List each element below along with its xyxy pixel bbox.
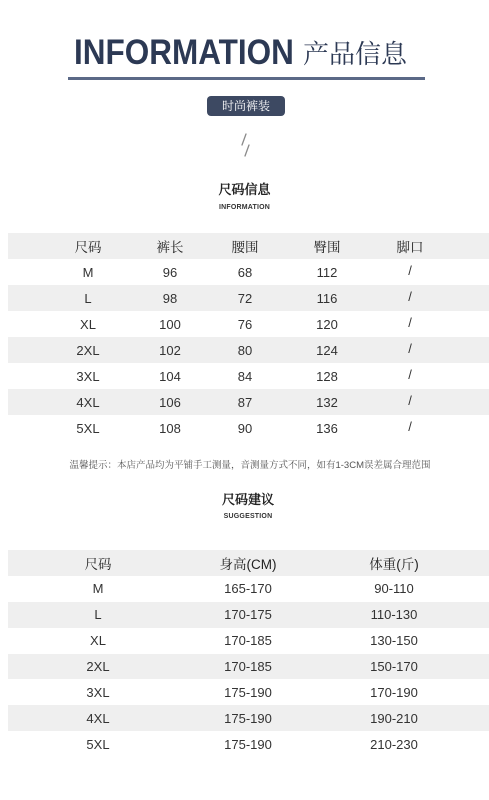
waist-cell: 87 [237,394,253,410]
suggestion-title: 尺码建议 [221,492,274,507]
weight-cell: 90-110 [374,581,414,597]
height-cell: 175-190 [224,684,272,700]
size-cell: 4XL [86,710,110,726]
hem-cell: / [408,418,412,434]
suggestion-row [8,731,489,757]
size-cell: XL [90,633,106,649]
size-info-row [8,415,489,441]
hem-cell: / [408,314,412,330]
size-info-header-cell: 腰围 [231,240,259,255]
size-info-row [8,337,489,363]
size-cell: 5XL [76,420,100,436]
hip-cell: 120 [316,316,338,332]
height-cell: 165-170 [224,581,272,597]
size-info-header-cell: 臀围 [313,240,341,255]
suggestion-row [8,628,489,654]
measurement-note: 温馨提示：本店产品均为平铺手工测量，音测量方式不同，如有1-3CM误差属合理范围 [69,460,431,471]
suggestion-row [8,679,489,705]
waist-cell: 80 [237,342,253,358]
suggestion-row [8,705,489,731]
hip-cell: 112 [316,264,338,280]
hem-cell: / [408,392,412,408]
waist-cell: 76 [237,316,253,332]
waist-cell: 72 [237,290,253,306]
size-cell: L [94,607,102,623]
size-info-row [8,285,489,311]
suggestion-header-cell: 身高(CM) [219,556,277,572]
weight-cell: 110-130 [370,607,418,623]
height-cell: 170-175 [224,607,272,623]
hip-cell: 124 [316,342,338,358]
size-info-row [8,311,489,337]
length-cell: 108 [159,420,181,436]
hip-cell: 128 [316,368,338,384]
size-info-row [8,259,489,285]
size-cell: 3XL [76,368,100,384]
length-cell: 96 [162,264,178,280]
page-title-cn: 产品信息 [303,39,408,69]
size-info-subtitle: INFORMATION [218,204,271,211]
suggestion-header-cell: 尺码 [84,556,112,572]
length-cell: 98 [162,290,178,306]
size-cell: 5XL [86,736,110,752]
suggestion-row [8,654,489,680]
hem-cell: / [408,366,412,382]
size-cell: XL [80,316,96,332]
weight-cell: 190-210 [370,710,418,726]
length-cell: 100 [159,316,181,332]
suggestion-table [8,550,489,757]
suggestion-row [8,576,489,602]
size-info-row [8,389,489,415]
category-badge: 时尚裤装 [207,96,285,116]
height-cell: 175-190 [224,710,272,726]
hem-cell: / [408,262,412,278]
size-cell: M [82,264,94,280]
suggestion-header-row [8,550,489,576]
double-slash-icon [236,131,254,159]
hem-cell: / [408,288,412,304]
length-cell: 104 [159,368,181,384]
size-info-header-cell: 尺码 [74,240,102,255]
weight-cell: 150-170 [370,659,418,674]
suggestion-row [8,602,489,628]
hip-cell: 136 [316,420,338,436]
size-info-title: 尺码信息 [218,182,271,197]
size-info-row [8,363,489,389]
hip-cell: 116 [316,290,338,306]
size-cell: 4XL [76,394,100,410]
weight-cell: 210-230 [370,736,418,752]
size-cell: 2XL [76,342,100,358]
weight-cell: 170-190 [370,684,418,700]
length-cell: 102 [159,342,181,358]
size-cell: 3XL [86,684,110,700]
height-cell: 175-190 [224,736,272,752]
size-cell: M [92,581,104,597]
title-underline [68,77,425,80]
size-info-header-cell: 裤长 [156,240,184,255]
suggestion-subtitle: SUGGESTION [223,513,273,520]
waist-cell: 90 [237,420,253,436]
waist-cell: 68 [237,264,253,280]
height-cell: 170-185 [224,633,272,649]
hip-cell: 132 [316,394,338,410]
waist-cell: 84 [237,368,253,384]
size-info-header-cell: 脚口 [396,240,424,255]
size-cell: 2XL [86,659,110,674]
suggestion-header-cell: 体重(斤) [369,556,419,572]
page-title-en: INFORMATION [74,33,294,72]
length-cell: 106 [159,394,181,410]
size-info-table [8,233,489,441]
weight-cell: 130-150 [370,633,418,649]
hem-cell: / [408,340,412,356]
height-cell: 170-185 [224,659,272,674]
size-cell: L [84,290,92,306]
size-info-header-row [8,233,489,259]
